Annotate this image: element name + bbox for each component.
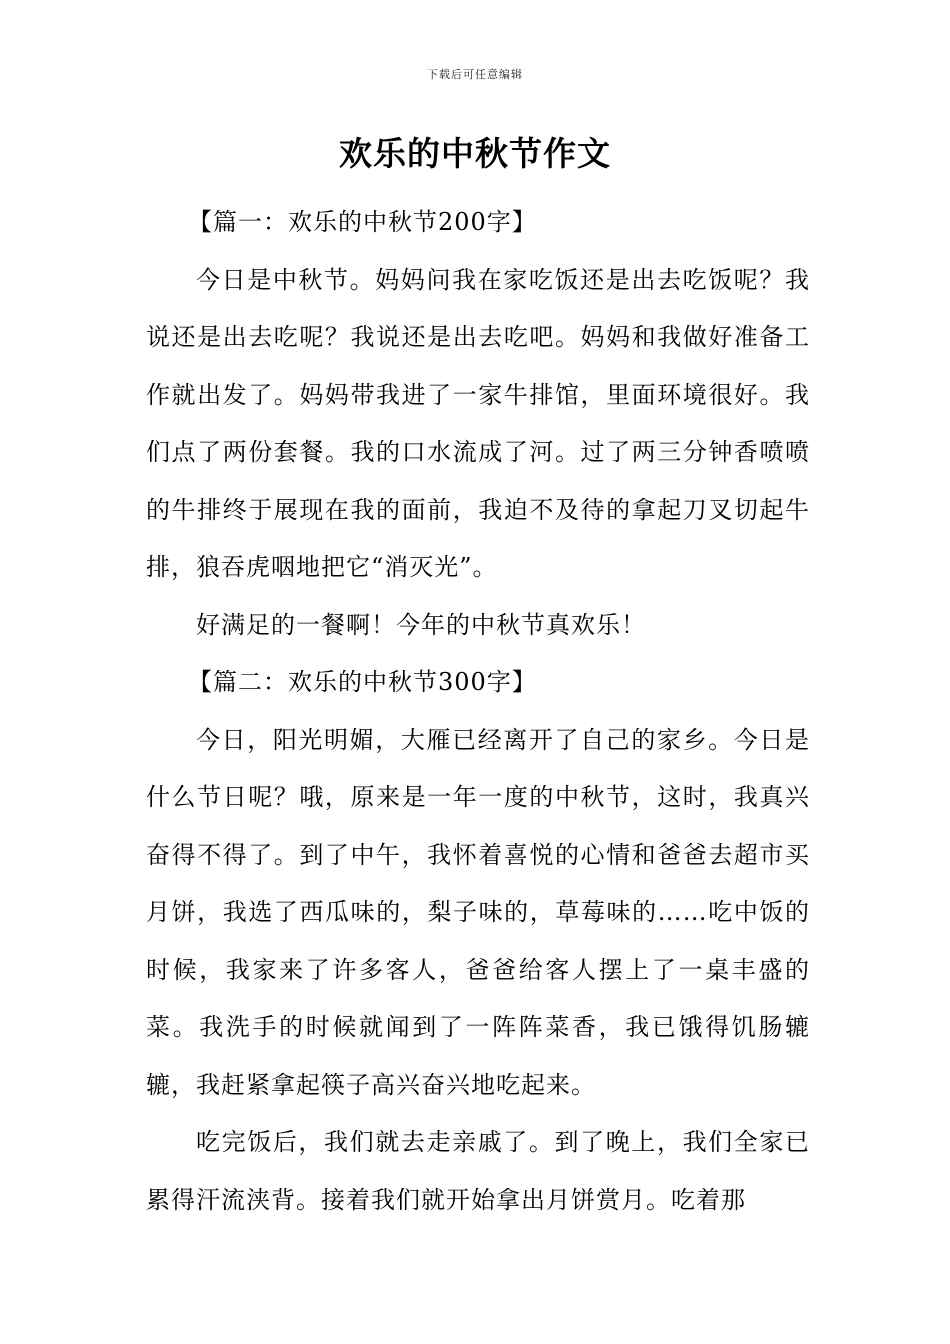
- section-2-paragraph-2: 吃完饭后，我们就去走亲戚了。到了晚上，我们全家已累得汗流浃背。接着我们就开始拿出月饼赏月。吃着那: [146, 1128, 810, 1214]
- section-heading-2: 【篇二：欢乐的中秋节300字】: [188, 668, 537, 696]
- section-1-paragraph-1: 今日是中秋节。妈妈问我在家吃饭还是出去吃饭呢？我说还是出去吃呢？我说还是出去吃吧。妈妈和我做好准备工作就出发了。妈妈带我进了一家牛排馆，里面环境很好。我们点了两份套餐。我的口水流成了河。过了两三分钟香喷喷的牛排终于展现在我的面前，我迫不及待的拿起刀叉切起牛排，狼吞虎咽地把它“消灭光”。: [146, 265, 810, 581]
- document-title: 欢乐的中秋节作文: [339, 134, 611, 173]
- section-2-paragraph-1: 今日，阳光明媚，大雁已经离开了自己的家乡。今日是什么节日呢？哦，原来是一年一度的中秋节，这时，我真兴奋得不得了。到了中午，我怀着喜悦的心情和爸爸去超市买月饼，我选了西瓜味的，梨子味的，草莓味的……吃中饭的时候，我家来了许多客人，爸爸给客人摆上了一桌丰盛的菜。我洗手的时候就闻到了一阵阵菜香，我已饿得饥肠辘辘，我赶紧拿起筷子高兴奋兴地吃起来。: [146, 725, 810, 1099]
- document-body: [146, 194, 810, 1229]
- section-heading-1: 【篇一：欢乐的中秋节200字】: [188, 208, 537, 236]
- page-header-note: 下载后可任意编辑: [427, 68, 523, 81]
- section-1-paragraph-2: 好满足的一餐啊！今年的中秋节真欢乐！: [196, 610, 646, 639]
